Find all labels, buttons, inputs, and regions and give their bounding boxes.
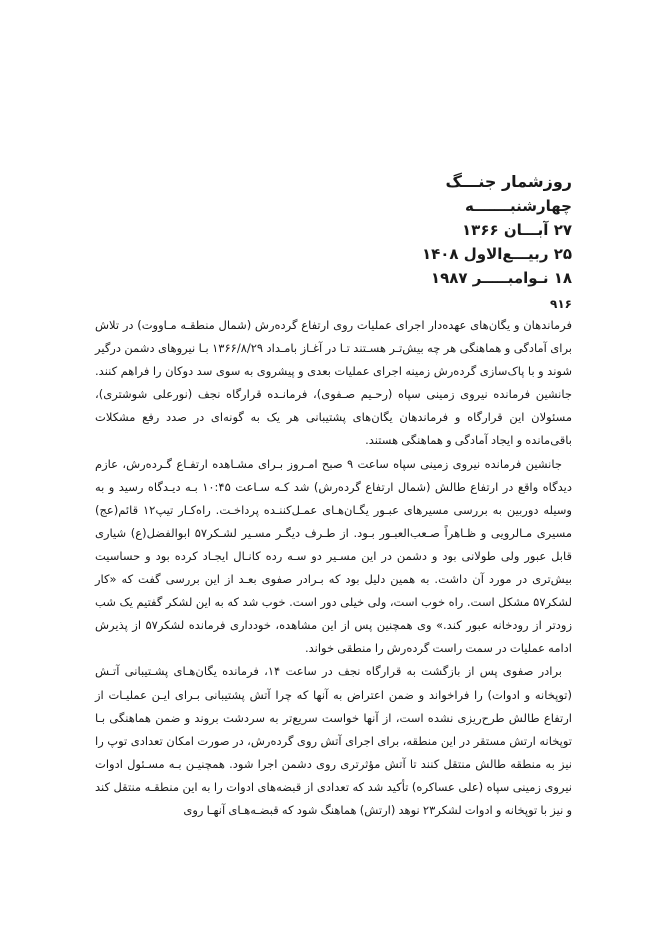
paragraph: فرماندهان و یگان‌های عهده‌دار اجرای عملیات روی ارتفاع گرده‌رش (شمال منطقـه مـاووت) در تلاش برای آمادگی و هماهنگی هر چه بیش‌تـر هسـتند تـا در آغـاز بامـداد ۱۳۶۶/۸/۲۹ بـا نیروهای دشمن درگیر شوند و با پاک‌سازی گرده‌رش زمینه اجرای عملیات بعدی و پیشروی به سوی سد دوکان را فراهم کنند. جانشین فرمانده نیروی زمینی سپاه (رحـیم صـفوی)، فرمانـده قرارگاه نجف (نورعلی شوشتری)، مسئولان این قرارگاه و فرماندهان یگان‌های پشتیبانی هر یک به گونه‌ای در صدد رفع مشکلات باقی‌مانده و ایجاد آمادگی و هماهنگی هستند. — [95, 318, 572, 448]
weekday-label: چهارشنبـــــــه — [465, 197, 572, 215]
lunar-date: ۲۵ ربیـــع‌الاول ۱۴۰۸ — [421, 245, 572, 263]
paragraph: برادر صفوی پس از بازگشت به قرارگاه نجف در ساعت ۱۴، فرمانده یگان‌هـای پشـتیبانی آتـش (توپخانه و ادوات) را فراخواند و ضمن اعتراض به آنها که چرا آتش پشتیبانی بـرای ایـن عملیـات از ارتفاع طالش طرح‌ریزی نشده است، از آنها خواست سریع‌تر به سردشت بروند و ضمن هماهنگی بـا توپخانه ارتش مستقر در این منطقه، برای اجرای آتش روی گرده‌رش، در صورت امکان تعدادی توپ را نیز به منطقه طالش منتقل کنند تا آتش مؤثرتری روی دشمن اجرا شود. همچنیـن بـه مسـئول ادوات نیروی زمینی سپاه (علی عساکره) تأکید شد که تعدادی از قبضه‌های ادوات را به این منطقـه منتقل کند و نیز با توپخانه و ادوات لشکر۲۳ نوهد (ارتش) هماهنگ شود که قبضـه‌هـای آنهـا روی — [95, 664, 572, 817]
gregorian-date: ۱۸ نـوامبـــــر ۱۹۸۷ — [430, 269, 572, 287]
entry-number: ۹۱۶ — [550, 297, 572, 311]
body-text — [95, 314, 572, 822]
chronicle-header — [272, 170, 572, 290]
book-title: روزشمار جنـــگ — [445, 172, 572, 191]
solar-date: ۲۷ آبـــان ۱۳۶۶ — [462, 221, 572, 239]
paragraph: جانشین فرمانده نیروی زمینی سپاه ساعت ۹ صبح امـروز بـرای مشـاهده ارتفـاع گـرده‌رش، عازم دیدگاه واقع در ارتفاع طالش (شمال ارتفاع گرده‌رش) شد کـه سـاعت ۱۰:۴۵ بـه دیـدگاه رسید و به وسیله دوربین به بررسی مسیرهای عبـور یگـان‌هـای عمـل‌کننـده پرداخـت. راه‌کـار تیپ۱۲ قائم(عج) مسیری مـالرویی و ظـاهراً صـعب‌العبـور بـود. از طـرف دیگـر مسـیر لشـکر۵۷ ابوالفضل(ع) شیاری قابل عبور ولی طولانی بود و دشمن در این مسـیر دو سـه رده کانـال ایجـاد کرده بود و حساسیت بیش‌تری در مورد آن داشت. به همین دلیل بود که بـرادر صفوی بعـد از این بررسی گفت که «کار لشکر۵۷ مشکل است. راه خوب است، ولی خیلی دور است. خوب شد که به این لشکر گفتیم یک شب زودتر از رودخانه عبور کند.» وی همچنین پس از این مشاهده، خودداری فرمانده لشکر۵۷ از پذیرش ادامه عملیات در سمت راست گرده‌رش را منطقی خواند. — [95, 456, 572, 656]
